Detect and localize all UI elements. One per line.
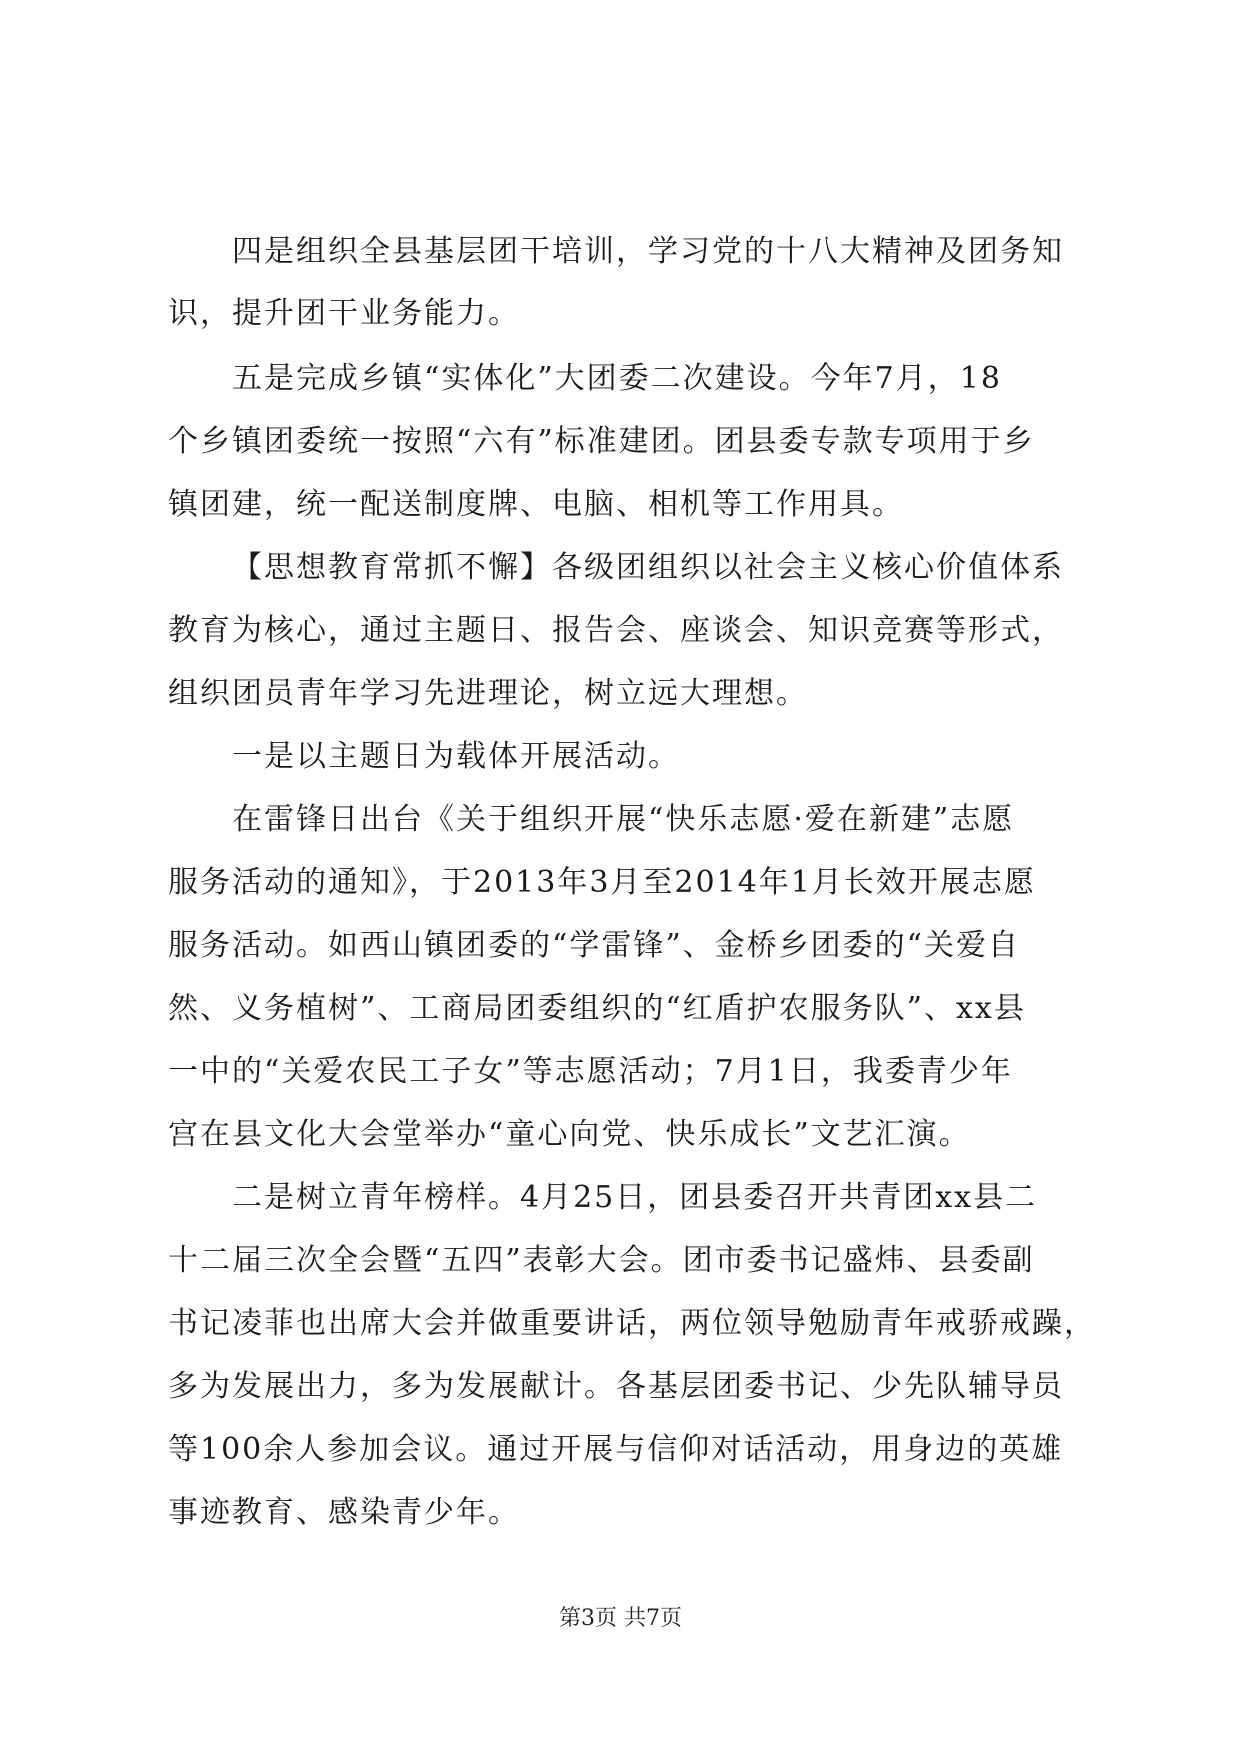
text-line: 服务活动的通知》，于2013年3月至2014年1月长效开展志愿 — [168, 865, 1036, 900]
text-line: 四是组织全县基层团干培训，学习党的十八大精神及团务知 — [232, 234, 1064, 269]
text-line: 在雷锋日出台《关于组织开展“快乐志愿·爱在新建”志愿 — [232, 802, 1015, 837]
text-line: 二是树立青年榜样。4月25日，团县委召开共青团xx县二 — [232, 1180, 1038, 1215]
text-line: 服务活动。如西山镇团委的“学雷锋”、金桥乡团委的“关爱自 — [168, 928, 1021, 963]
text-line: 书记凌菲也出席大会并做重要讲话，两位领导勉励青年戒骄戒躁， — [168, 1306, 1096, 1341]
text-line: 然、义务植树”、工商局团委组织的“红盾护农服务队”、xx县 — [168, 991, 1026, 1026]
text-line: 【思想教育常抓不懈】各级团组织以社会主义核心价值体系 — [232, 550, 1064, 585]
page-footer — [0, 1604, 1241, 1634]
text-line: 宫在县文化大会堂举办“童心向党、快乐成长”文艺汇演。 — [168, 1117, 971, 1152]
text-line: 个乡镇团委统一按照“六有”标准建团。团县委专款专项用于乡 — [168, 424, 1035, 459]
text-line: 十二届三次全会暨“五四”表彰大会。团市委书记盛炜、县委副 — [168, 1243, 1035, 1278]
text-line: 一中的“关爱农民工子女”等志愿活动；7月1日，我委青少年 — [168, 1054, 1013, 1089]
text-line: 教育为核心，通过主题日、报告会、座谈会、知识竞赛等形式， — [168, 613, 1064, 648]
text-line: 事迹教育、感染青少年。 — [168, 1495, 520, 1530]
text-line: 多为发展出力，多为发展献计。各基层团委书记、少先队辅导员 — [168, 1369, 1064, 1404]
text-line: 镇团建，统一配送制度牌、电脑、相机等工作用具。 — [168, 487, 904, 522]
text-line: 组织团员青年学习先进理论，树立远大理想。 — [168, 676, 808, 711]
text-line: 一是以主题日为载体开展活动。 — [232, 739, 680, 774]
text-line: 五是完成乡镇“实体化”大团委二次建设。今年7月，18 — [232, 361, 1002, 396]
text-line: 识，提升团干业务能力。 — [168, 296, 520, 331]
page-number-label: 第3页 共7页 — [559, 1606, 682, 1631]
text-line: 等100余人参加会议。通过开展与信仰对话活动，用身边的英雄 — [168, 1432, 1064, 1467]
